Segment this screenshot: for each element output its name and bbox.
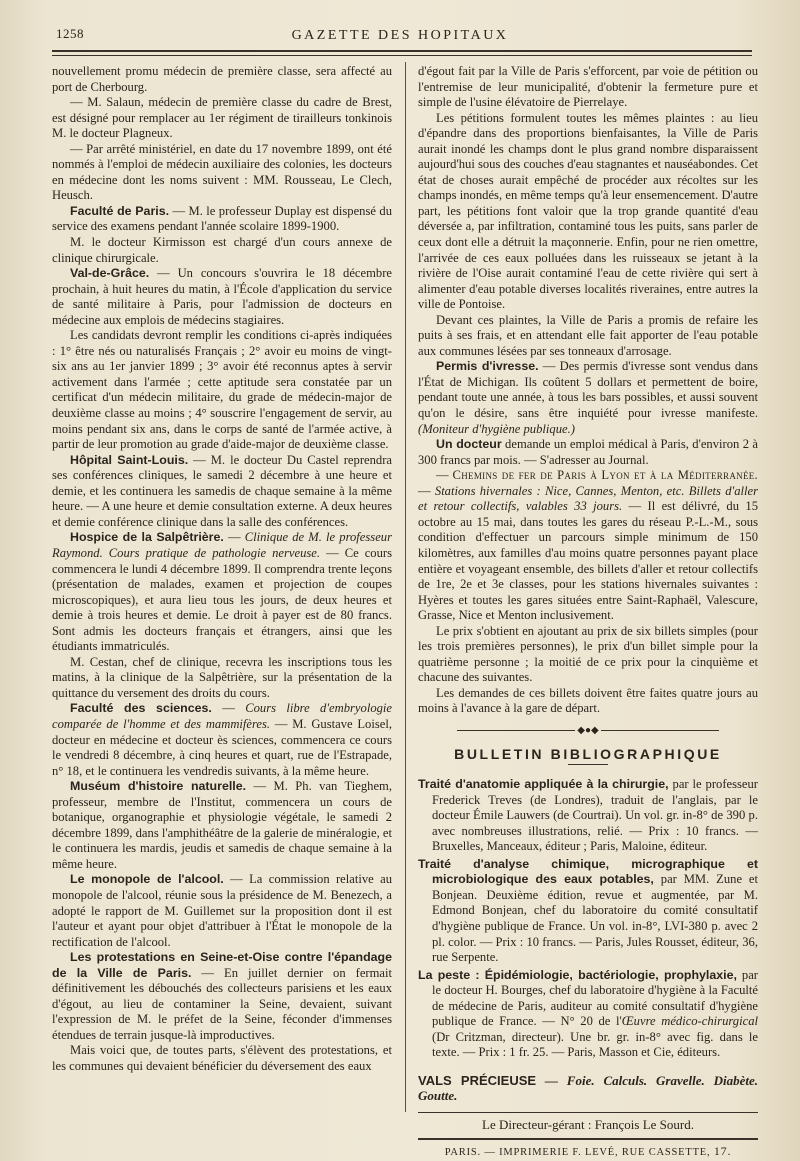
right-column [418,64,758,1160]
item-text: — [211,701,246,716]
printer-line [418,1144,758,1161]
item-heading: Un docteur [436,437,502,452]
news-item-saint-louis [52,453,392,531]
news-item-docteur [418,437,758,468]
column-divider [405,62,406,1112]
item-text: — Il est délivré, du 15 octobre au 15 mai, dans toutes les gares du réseau P.-L.-M., sous condition d'effectuer un parcours simple minimum de 150 kilomètres, aux familles d'au moins quatre personnes payant place entière et voyageant ensemble, des billets d'aller et retour collectifs de 1re, 2e et 3e classes, pour les stations hivernales suivantes : Hyères et toutes les gares situées entre Saint-Raphaël, Valescure, Grasse, Nice et Menton inclusivement. [418,499,758,623]
item-text: — [223,530,245,545]
section-ornament: ◆●◆ [418,723,758,739]
biblio-entry [418,968,758,1061]
item-heading: Faculté de Paris. [70,203,170,218]
item-text: demande un emploi médical à Paris, d'environ 2 à 300 francs par mois. — S'adresser au Journal. [418,437,758,467]
biblio-title: Traité d'anatomie appliquée à la chirurgie, [418,777,669,792]
header-rule [52,50,752,52]
item-text: — Un concours s'ouvrira le 18 décembre prochain, à huit heures du matin, à l'École d'application du service de santé militaire à Paris, pour l'admission de docteurs en médecine aux emplois de médecins stagiaires. [52,266,392,327]
page-header [50,26,750,48]
news-item-monopole [52,872,392,950]
item-italic: Cours libre d'embryologie comparée de l'homme et des mammifères. [52,701,392,731]
header-rule-thin [52,55,752,56]
item-heading: Hôpital Saint-Louis. [70,452,189,467]
news-item-protestations [52,950,392,1043]
item-source: (Moniteur d'hygiène publique.) [418,421,575,436]
journal-title: GAZETTE DES HOPITAUX [291,28,509,43]
biblio-entry [418,857,758,966]
paragraph: Les candidats devront remplir les conditions ci-après indiquées : 1° être nés ou naturalisés Français ; 2° avoir eu moins de vingt-six ans au 1er janvier 1899 ; 3° avoir été reconnus aptes à servir activement dans l'armée ; cette aptitude sera constatée par un certificat d'un médecin militaire, du grade de médecin-major de deuxième classe au moins ; 4° souscrire l'engagement de servir, au moins pendant six ans, dans le corps de santé de l'armée active, à partir de leur promotion au grade d'aide-major de deuxième classe. [52,328,392,452]
paragraph: — Par arrêté ministériel, en date du 17 novembre 1899, ont été nommés à l'emploi de médecin auxiliaire des colonies, les docteurs en médecine dont les noms suivent : MM. Rousseau, Le Clech, Heusch. [52,141,392,203]
biblio-title: La peste : Épidémiologie, bactériologie, prophylaxie, [418,967,737,982]
footer-rule [418,1112,758,1113]
biblio-text: par MM. Zune et Bonjean. Deuxième édition, revue et augmentée, par M. Edmond Bonjean, chef du laboratoire du comité consultatif d'hygiène publique de France. Un vol. in-8°, LVI-380 p. avec 2 pl. color. — Prix : 10 francs. — Paris, Jules Rousset, éditeur, 36, rue Serpente. [432,872,759,965]
printer-text: PARIS. — IMPRIMERIE F. LEVÉ, RUE CASSETTE, [444,1146,714,1158]
item-italic: Clinique de M. le professeur Raymond. Cours pratique de pathologie nerveuse. [52,530,392,560]
page-number: 1258 [56,26,84,41]
item-text: — Des permis d'ivresse sont vendus dans l'État de Michigan. Ils coûtent 5 dollars et permettent de boire, pendant toute une année, à tous les bars possibles, et aussi souvent qu'on le désire, sans être inquiété pour ivresse manifeste. [418,359,758,421]
paragraph: d'égout fait par la Ville de Paris s'efforcent, par voie de pétition ou l'entremise de leur municipalité, d'obtenir la fermeture pure et simple de l'usine élévatoire de Pierrelaye. [418,64,758,110]
item-heading: Muséum d'histoire naturelle. [70,779,247,794]
biblio-title: Traité d'analyse chimique, micrographique et microbiologique des eaux potables, [418,856,758,887]
paragraph: Le prix s'obtient en ajoutant au prix de six billets simples (pour les trois premières personnes), le prix d'un billet simple pour la quatrième personne ; la moitié de ce prix pour la cinquième et chacune des suivantes. [418,623,758,685]
paragraph: Mais voici que, de toutes parts, s'élèvent des protestations, et les communes qui devaient bénéficier du déversement des eaux [52,1043,392,1073]
item-text: — La commission relative au monopole de l'alcool, réunie sous la présidence de M. Benezech, a adopté le rapport de M. Guillemet sur la proposition dont il est l'auteur et ayant pour objet d'attribuer à l'État le monopole de la rectification de l'alcool. [52,872,392,949]
advert-heading: VALS PRÉCIEUSE [418,1072,537,1088]
vals-advert [418,1073,758,1104]
left-column [52,64,392,1075]
biblio-entry [418,777,758,855]
paragraph: M. Cestan, chef de clinique, recevra les inscriptions tous les matins, à la clinique de la Salpêtrière, sur la présentation de la quittance du versement des droits du cours. [52,654,392,700]
item-heading: Les protestations en Seine-et-Oise contre l'épandage de la Ville de Paris. [52,950,392,980]
item-text: — Ce cours commencera le lundi 4 décembre 1899. Il comprendra trente leçons (présentation de malades, examen et projection de coupes microscopiques), et aura lieu tous les jours, de deux heures et demie à trois heures et demie. Le droit à payer est de 80 francs. Sont admis les docteurs français et étrangers, ainsi que les étudiants immatriculés. [52,545,392,654]
item-heading: Permis d'ivresse. [436,359,539,374]
biblio-text: par le professeur Frederick Treves (de Londres), traduit de l'anglais, par le docteur Émile Lauwers (de Courtrai). Un vol. gr. in-8° de 390 p. avec nombreuses illustrations, relié. — Prix : 10 francs. — Bruxelles, Manceaux, éditeur ; Paris, Maloine, éditeur. [432,777,758,854]
paragraph: M. le docteur Kirmisson est chargé d'un cours annexe de clinique chirurgicale. [52,235,392,265]
item-text: — M. Gustave Loisel, docteur en médecine et docteur ès sciences, commencera ce cours le vendredi 8 décembre, à cinq heures et quart, rue de l'Estrapade, n° 18, et le continuera les vendredis suivants, à la même heure. [52,716,392,778]
printer-number: 17. [713,1143,732,1158]
news-item-sciences [52,701,392,779]
news-item-salpetriere [52,530,392,654]
item-text: — [418,483,435,498]
footer-rule-thick [418,1138,758,1140]
paragraph: — M. Salaun, médecin de première classe du cadre de Brest, est désigné pour remplacer au 1er régiment de tirailleurs tonkinois M. le docteur Plagneux. [52,95,392,141]
paragraph: Les demandes de ces billets doivent être faites quatre jours au moins à l'avance à la gare de départ. [418,685,758,716]
paragraph: nouvellement promu médecin de première classe, sera affecté au port de Cherbourg. [52,64,392,94]
paragraph: Les pétitions formulent toutes les mêmes plaintes : au lieu d'épandre dans des proportions bienfaisantes, la Ville de Paris aurait inondé les champs dont le plus grand nombre disparaissent aujourd'hui sous des couches d'eau stagnantes et nauséabondes. Cet état de choses aurait empêché de procéder aux récoltes sur les champs inondés, en même temps qu'à leur ensemencement. D'autre part, les pétitions font valoir que la trop grande quantité d'eau déversée a, par infiltration, contaminé tous les puits, sans parler de ceux dont elle a détruit la maçonnerie. Enfin, pour ne rien omettre, l'arrivée de ces eaux polluées dans les ruisseaux se jetant à la rivière de l'Oise aurait contaminé l'eau de cette rivière qui sert à alimenter d'eau potable diverses localités riveraines, entre autres la ville de Pontoise. [418,110,758,312]
biblio-text: (Dr Critzman, directeur). Une br. gr. in-8° avec fig. dans le texte. — Prix : 1 fr. 25. — Paris, Masson et Cie, éditeurs. [432,1029,758,1060]
item-heading: Val-de-Grâce. [70,266,150,281]
item-text: — M. Ph. van Tieghem, professeur, membre de l'Institut, commencera un cours de botanique, organographie et physiologie végétale, le samedi 2 décembre 1899, dans l'amphithéâtre de la galerie de minéralogie, et le continuera les mardis, jeudis et samedis de chaque semaine à la même heure. [52,779,393,871]
news-item-ivresse [418,359,758,437]
item-italic: Stations hivernales : Nice, Cannes, Menton, etc. Billets d'aller et retour collectifs, valables 33 jours. [418,483,758,514]
item-heading: Hospice de la Salpêtrière. [70,530,224,545]
item-text: — En juillet dernier on fermait définitivement les débouchés des collecteurs parisiens et les eaux d'égout, au lieu de contaminer la Seine, devaient, suivant l'expression de M. le préfet de la Seine, féconder d'immenses étendues de terrain jusque-là improductives. [52,965,392,1042]
item-heading: Faculté des sciences. [70,701,212,716]
item-text: — M. le docteur Du Castel reprendra ses conférences cliniques, le samedi 2 décembre à une heure et demie, et les continuera les samedis de chaque semaine à la même heure. — A une heure et demie consultation externe. A deux heures et demie conférence clinique dans la salle des conférences. [52,452,392,529]
paragraph: Devant ces plaintes, la Ville de Paris a promis de refaire les puits à ses frais, et en attendant elle fait apporter de l'eau potable aux communes lésées par ses tonneaux d'arrosage. [418,312,758,358]
director-line: Le Directeur-gérant : François Le Sourd. [482,1117,694,1132]
title-rule [568,764,608,765]
advert-text: — Foie. Calculs. Gravelle. Diabète. Goutte. [418,1072,758,1104]
bulletin-title: BULLETIN BIBLIOGRAPHIQUE [454,745,722,762]
item-text: — M. le professeur Duplay est dispensé du service des examens pendant l'année scolaire 1899-1900. [52,203,392,234]
news-item-museum [52,779,392,872]
news-item-val-de-grace [52,266,392,328]
news-item-plm: — Chemins de fer de Paris à Lyon et à la Méditerranée. — Stations hivernales : Nice, Cannes, Menton, etc. Billets d'aller et retour collectifs, valables 33 jours. — Il est délivré, du 15 octobre au 15 mai, dans toutes les gares du réseau P.-L.-M., sous condition d'effectuer un parcours simple minimum de 150 kilomètres, aux familles d'au moins quatre personnes payant place entière et voyageant ensemble, des billets d'aller et retour collectifs de 1re, 2e et 3e classes, pour les stations hivernales suivantes : Hyères et toutes les gares situées entre Saint-Raphaël, Valescure, Grasse, Nice et Menton inclusivement. [418,468,758,623]
biblio-italic: Œuvre médico-chirurgical [621,1014,758,1029]
item-heading: Le monopole de l'alcool. [70,872,224,887]
news-item-faculte [52,204,392,235]
item-heading: Chemins de fer de Paris à Lyon et à la Méditerranée. [452,468,758,483]
biblio-text: par le docteur H. Bourges, chef du laboratoire d'hygiène à la Faculté de médecine de Paris, auditeur au comité consultatif d'hygiène publique de France. — N° 20 de l' [432,967,758,1029]
